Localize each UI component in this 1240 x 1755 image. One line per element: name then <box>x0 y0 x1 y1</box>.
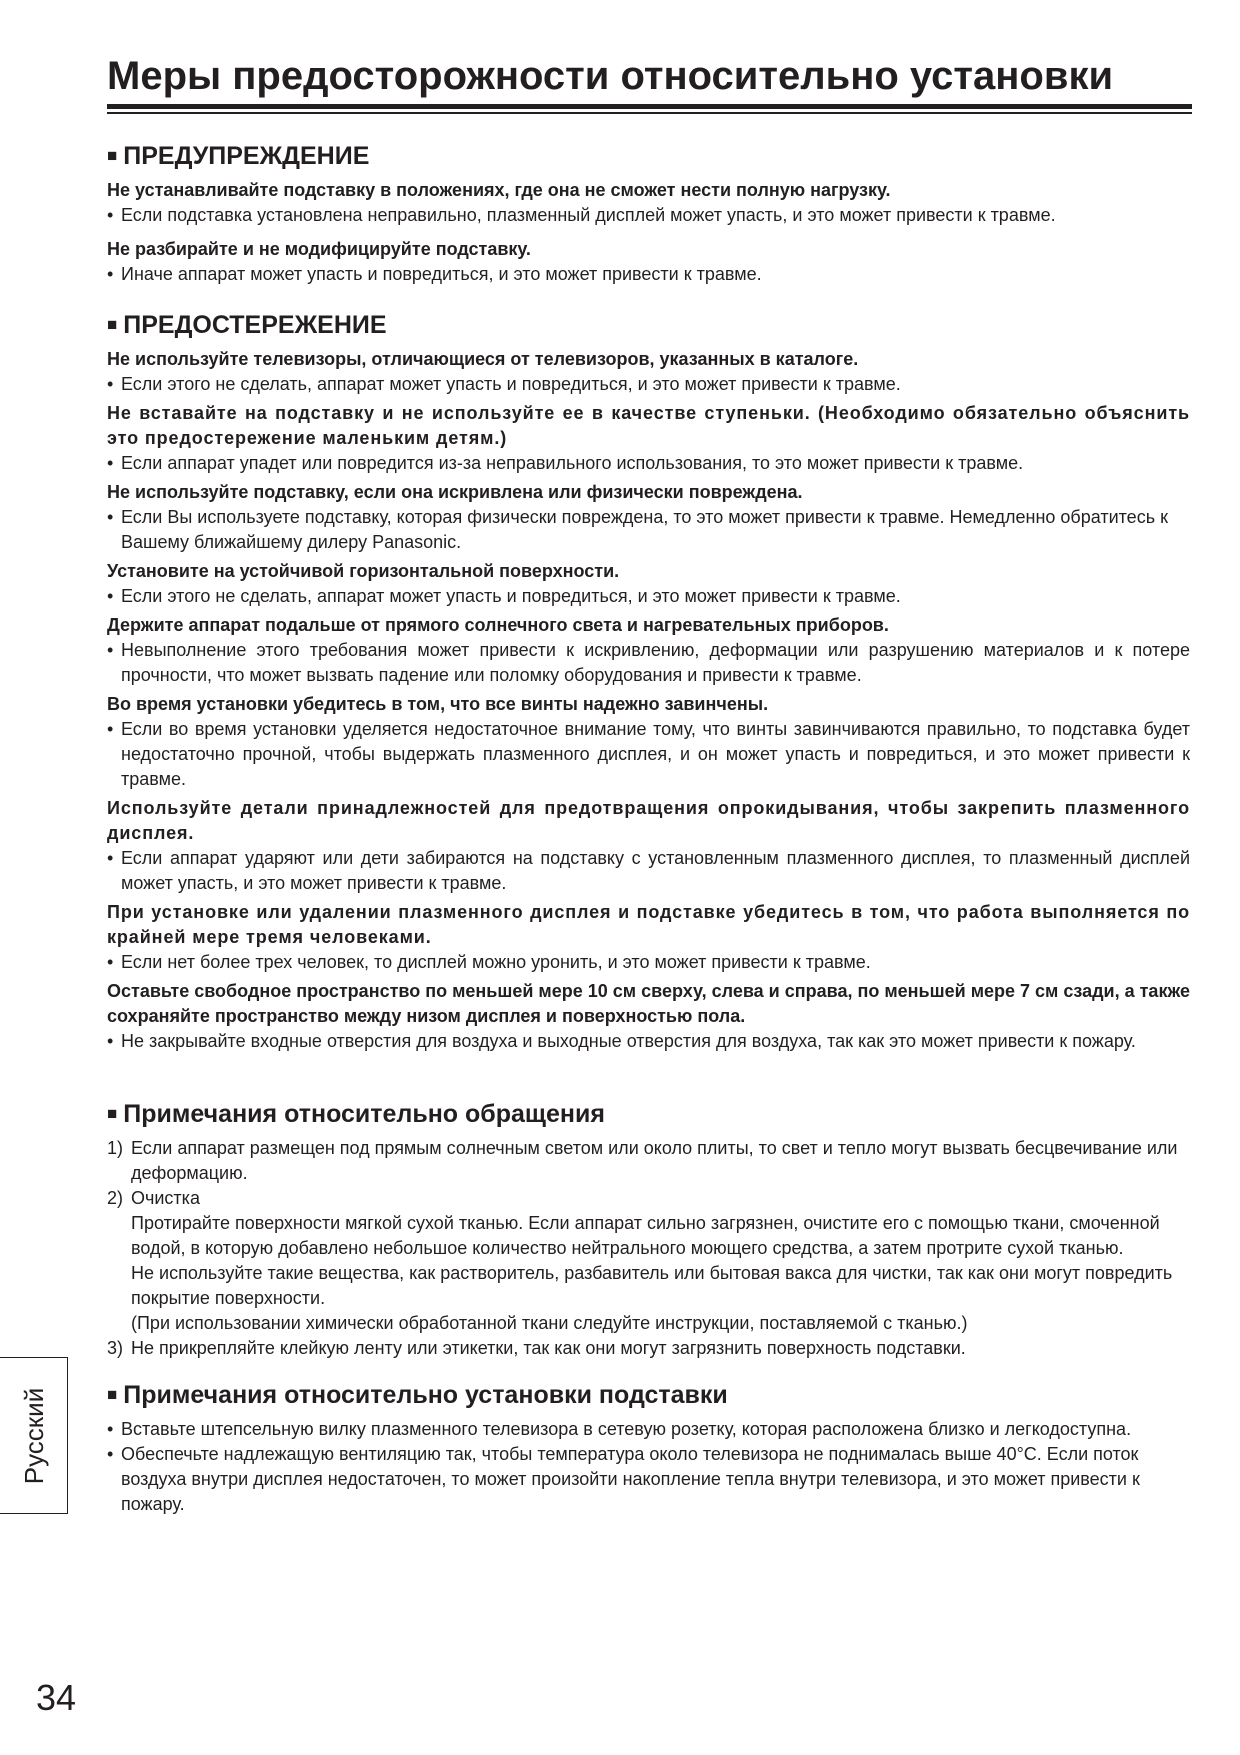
warning-item-title: Не разбирайте и не модифицируйте подставку. <box>107 239 531 259</box>
caution-item-title: Используйте детали принадлежностей для предотвращения опрокидывания, чтобы закрепить плазменного дисплея. <box>107 798 1190 843</box>
language-tab-label: Русский <box>19 1387 49 1485</box>
handling-section <box>107 1098 1190 1361</box>
page-title: Меры предосторожности относительно установки <box>107 54 1114 98</box>
language-tab <box>0 1357 68 1514</box>
caution-item-bullet: • Невыполнение этого требования может привести к искривлению, деформации или разрушению материалов и к потере прочности, что может вызвать падение или поломку оборудования и привести к травме. <box>107 640 1190 685</box>
caution-item-title: Не вставайте на подставку и не используйте ее в качестве ступеньки. (Необходимо обязательно объяснить это предостережение маленьким детям.) <box>107 403 1190 448</box>
warning-heading-text: ПРЕДУПРЕЖДЕНИЕ <box>123 142 370 170</box>
title-rule-thin <box>107 112 1192 114</box>
caution-item-title: Во время установки убедитесь в том, что все винты надежно завинчены. <box>107 694 769 714</box>
caution-item-bullet: • Если аппарат ударяют или дети забираются на подставку с установленным плазменного дисплея, то плазменный дисплей может упасть, и это может привести к травме. <box>107 848 1190 893</box>
warning-heading <box>107 140 1190 175</box>
caution-item-bullet: • Если во время установки уделяется недостаточное внимание тому, что винты завинчиваются правильно, то подставка будет недостаточно прочной, чтобы выдержать плазменного дисплея, и он может упасть и повредиться, и это может привести к травме. <box>107 719 1190 789</box>
page-content <box>107 140 1190 1517</box>
handling-item-3: 3) Не прикрепляйте клейкую ленту или этикетки, так как они могут загрязнить поверхность подставки. <box>107 1338 966 1358</box>
warning-item-bullet: • Если подставка установлена неправильно, плазменный дисплей может упасть, и это может привести к травме. <box>107 205 1056 225</box>
stand-install-bullet: • Обеспечьте надлежащую вентиляцию так, чтобы температура около телевизора не поднималась выше 40°C. Если поток воздуха внутри дисплея недостаточен, то может произойти накопление тепла внутри телевизора, и это может привести к пожару. <box>107 1444 1140 1514</box>
stand-install-section <box>107 1379 1190 1517</box>
stand-install-bullet: • Вставьте штепсельную вилку плазменного телевизора в сетевую розетку, которая расположена близко и легкодоступна. <box>107 1419 1132 1439</box>
caution-item-bullet: • Если нет более трех человек, то дисплей можно уронить, и это может привести к травме. <box>107 952 871 972</box>
square-bullet-icon: ■ <box>107 1385 118 1404</box>
caution-heading <box>107 309 1190 344</box>
square-bullet-icon: ■ <box>107 1104 118 1123</box>
caution-item-bullet: • Если этого не сделать, аппарат может упасть и повредиться, и это может привести к травме. <box>107 374 901 394</box>
handling-item-2-para: Протирайте поверхности мягкой сухой тканью. Если аппарат сильно загрязнен, очистите его с помощью ткани, смоченной водой, в которую добавлено небольшое количество нейтрального моющего средства, а затем протрите сухой тканью. <box>131 1213 1160 1258</box>
caution-item-bullet: • Если этого не сделать, аппарат может упасть и повредиться, и это может привести к травме. <box>107 586 901 606</box>
caution-item-title: Держите аппарат подальше от прямого солнечного света и нагревательных приборов. <box>107 615 889 635</box>
square-bullet-icon: ■ <box>107 146 118 165</box>
caution-item-title: Не используйте телевизоры, отличающиеся от телевизоров, указанных в каталоге. <box>107 349 859 369</box>
caution-item-title: При установке или удалении плазменного дисплея и подставке убедитесь в том, что работа выполняется по крайней мере тремя человеками. <box>107 902 1190 947</box>
warning-section <box>107 140 1190 287</box>
warning-item-bullet: • Иначе аппарат может упасть и повредиться, и это может привести к травме. <box>107 264 762 284</box>
handling-heading-text: Примечания относительно обращения <box>123 1100 605 1128</box>
title-rule-thick <box>107 104 1192 109</box>
caution-item-bullet: • Если Вы используете подставку, которая физически повреждена, то это может привести к травме. Немедленно обратитесь к Вашему ближайшему дилеру Panasonic. <box>107 507 1168 552</box>
handling-item-2: 2) Очистка <box>107 1188 200 1208</box>
caution-item-title: Оставьте свободное пространство по меньшей мере 10 см сверху, слева и справа, по меньшей мере 7 см сзади, а также сохраняйте пространство между низом дисплея и поверхностью пола. <box>107 981 1190 1026</box>
caution-item-title: Установите на устойчивой горизонтальной поверхности. <box>107 561 620 581</box>
caution-item-bullet: • Если аппарат упадет или повредится из-за неправильного использования, то это может привести к травме. <box>107 453 1024 473</box>
caution-item-title: Не используйте подставку, если она искривлена или физически повреждена. <box>107 482 803 502</box>
handling-item-2-para: (При использовании химически обработанной ткани следуйте инструкции, поставляемой с тканью.) <box>131 1313 968 1333</box>
handling-heading <box>107 1098 1190 1133</box>
warning-item-title: Не устанавливайте подставку в положениях, где она не сможет нести полную нагрузку. <box>107 180 891 200</box>
stand-install-heading <box>107 1379 1190 1414</box>
handling-item-2-para: Не используйте такие вещества, как растворитель, разбавитель или бытовая вакса для чистки, так как они могут повредить покрытие поверхности. <box>131 1263 1173 1308</box>
page-number: 34 <box>36 1677 77 1718</box>
handling-item-1: 1) Если аппарат размещен под прямым солнечным светом или около плиты, то свет и тепло могут вызвать бесцвечивание или деформацию. <box>107 1138 1178 1183</box>
stand-install-heading-text: Примечания относительно установки подставки <box>123 1381 728 1409</box>
caution-heading-text: ПРЕДОСТЕРЕЖЕНИЕ <box>123 311 387 339</box>
caution-item-bullet: • Не закрывайте входные отверстия для воздуха и выходные отверстия для воздуха, так как это может привести к пожару. <box>107 1031 1136 1051</box>
caution-section <box>107 309 1190 1054</box>
square-bullet-icon: ■ <box>107 315 118 334</box>
